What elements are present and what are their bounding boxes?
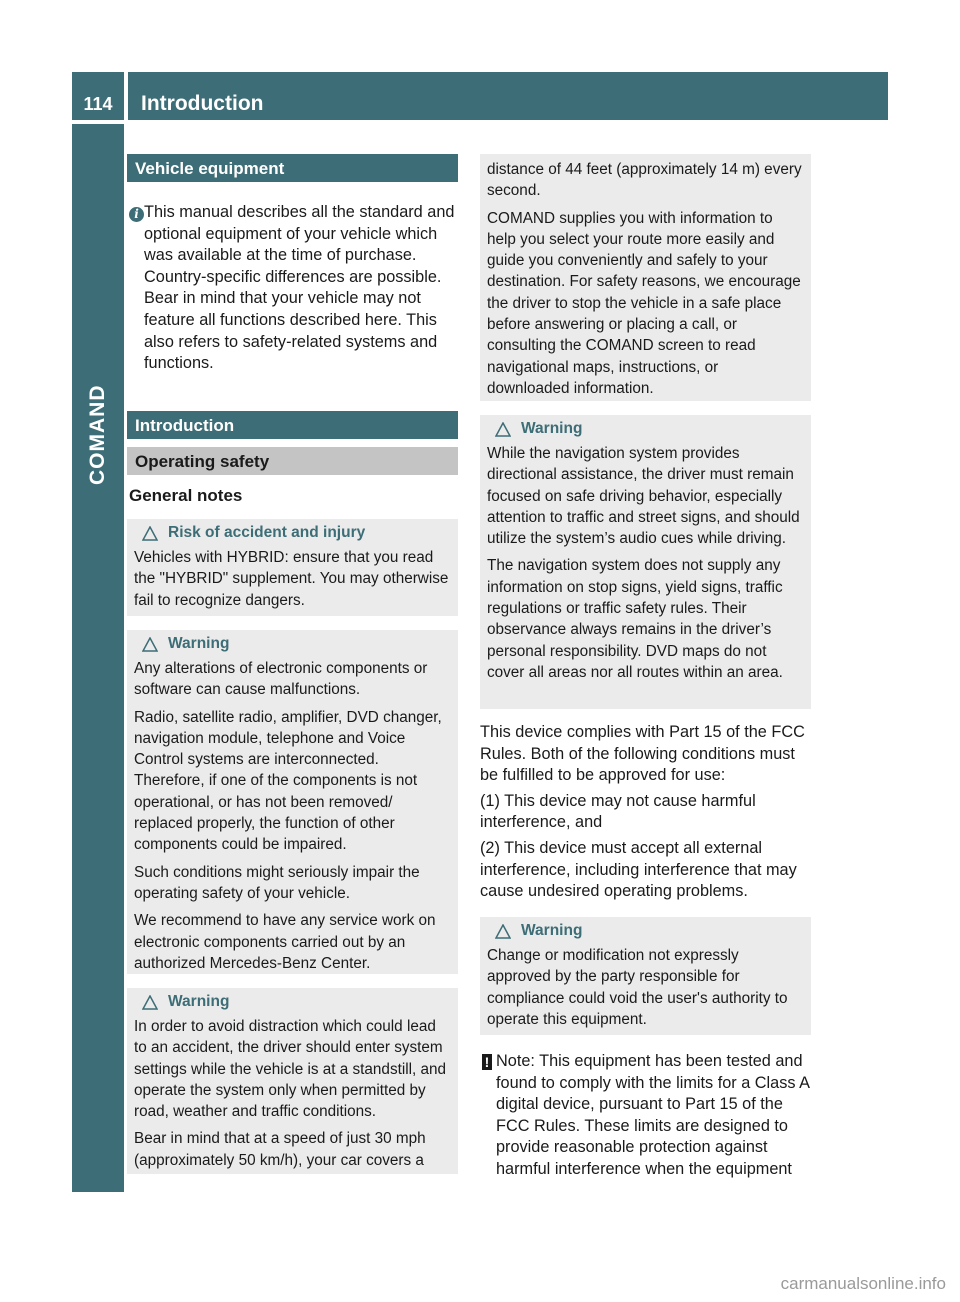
warning-triangle-icon <box>495 422 511 437</box>
warning-title: Warning <box>521 922 583 939</box>
subheading-operating-safety: Operating safety <box>127 447 458 475</box>
continued-warning-box <box>480 154 811 401</box>
risk-warning-text: Vehicles with HYBRID: ensure that you read the "HYBRID" supplement. You may otherwise fail to recognize dangers. <box>134 549 449 609</box>
warning-paragraph: Change or modification not expressly approved by the party responsible for compliance could void the user's authority to operate this equipment. <box>487 947 788 1028</box>
fcc-note-text: Note: This equipment has been tested and found to comply with the limits for a Class A digital device, pursuant to Part 15 of the FCC Rules. These limits are designed to provide reasonable protection against harmful interference when the equipment <box>496 1052 810 1178</box>
warning-header <box>495 415 804 443</box>
warning-paragraph: Any alterations of electronic components or software can cause malfunctions. <box>134 660 428 699</box>
general-notes-heading: General notes <box>129 486 243 505</box>
warning-paragraph: Radio, satellite radio, amplifier, DVD changer, navigation module, telephone and Voice Control systems are interconnected. Therefore, if one of the components is not operational, or has not been removed/ replaced properly, the function of other components could be impaired. <box>134 708 442 854</box>
warning-paragraph: COMAND supplies you with information to help you select your route more easily and guide you conveniently and safely to your destination. For safety reasons, we encourage the driver to stop the vehicle in a safe place before answering or placing a call, or consulting the COMAND screen to read navigational maps, instructions, or downloaded information. <box>487 209 801 397</box>
risk-warning-header <box>142 519 451 547</box>
risk-warning-box <box>127 519 458 616</box>
fcc-paragraph: (1) This device may not cause harmful interference, and <box>480 791 756 832</box>
info-icon: i <box>129 205 144 223</box>
fcc-paragraph: This device complies with Part 15 of the FCC Rules. Both of the following conditions must be fulfilled to be approved for use: <box>480 723 805 785</box>
warning-paragraph: The navigation system does not supply any information on stop signs, yield signs, traffic regulations or traffic safety rules. Their observance always remains in the driver’s personal responsibility. DVD maps do not cover all areas nor all routes within an area. <box>487 557 783 681</box>
side-tab-gap <box>888 120 936 1192</box>
section-heading-introduction: Introduction <box>127 411 458 439</box>
warning-triangle-icon <box>142 526 158 541</box>
warning-triangle-icon <box>142 995 158 1010</box>
warning-title: Warning <box>168 635 230 652</box>
exclamation-icon: ! <box>482 1054 492 1072</box>
warning-paragraph: Bear in mind that at a speed of just 30 mph (approximately 50 km/h), your car covers a <box>134 1130 426 1169</box>
warning-title: Warning <box>168 993 230 1010</box>
side-tab <box>72 124 124 1192</box>
watermark: carmanualsonline.info <box>780 1274 946 1293</box>
warning-header <box>142 630 451 658</box>
warning-paragraph: In order to avoid distraction which could lead to an accident, the driver should enter system settings while the vehicle is at a standstill, and operate the system only when permitted by road, weather and traffic conditions. <box>134 1018 447 1121</box>
warning-paragraph: Such conditions might seriously impair the operating safety of your vehicle. <box>134 863 420 902</box>
fcc-paragraph: (2) This device must accept all external interference, including interference that may cause undesired operating problems. <box>480 838 797 901</box>
warning-title: Warning <box>521 420 583 437</box>
warning-header <box>495 917 804 945</box>
vehicle-equipment-note: This manual describes all the standard and optional equipment of your vehicle which was available at the time of purchase. Country-specific differences are possible. Bear in mind that your vehicle may not feature all functions described here. This also refers to safety-related systems and functions. <box>144 203 455 373</box>
warning-paragraph: distance of 44 feet (approximately 14 m) every second. <box>487 161 802 200</box>
warning-triangle-icon <box>495 924 511 939</box>
warning-box-navigation <box>480 415 811 709</box>
page-number: 114 <box>83 94 113 114</box>
warning-triangle-icon <box>142 637 158 652</box>
fcc-compliance-text <box>480 722 814 903</box>
warning-box-electronics <box>127 630 458 974</box>
warning-paragraph: We recommend to have any service work on electronic components carried out by an authorized Mercedes-Benz Center. <box>134 912 436 972</box>
warning-box-modification <box>480 917 811 1035</box>
section-heading-vehicle-equipment: Vehicle equipment <box>127 154 458 182</box>
risk-warning-title: Risk of accident and injury <box>168 524 366 541</box>
warning-box-distraction <box>127 988 458 1174</box>
warning-paragraph: While the navigation system provides directional assistance, the driver must remain focused on safe driving behavior, especially attention to traffic and street signs, and should utilize the system’s audio cues while driving. <box>487 445 800 548</box>
warning-header <box>142 988 451 1016</box>
page-title: Introduction <box>141 92 264 115</box>
side-tab-label: COMAND <box>86 384 109 486</box>
